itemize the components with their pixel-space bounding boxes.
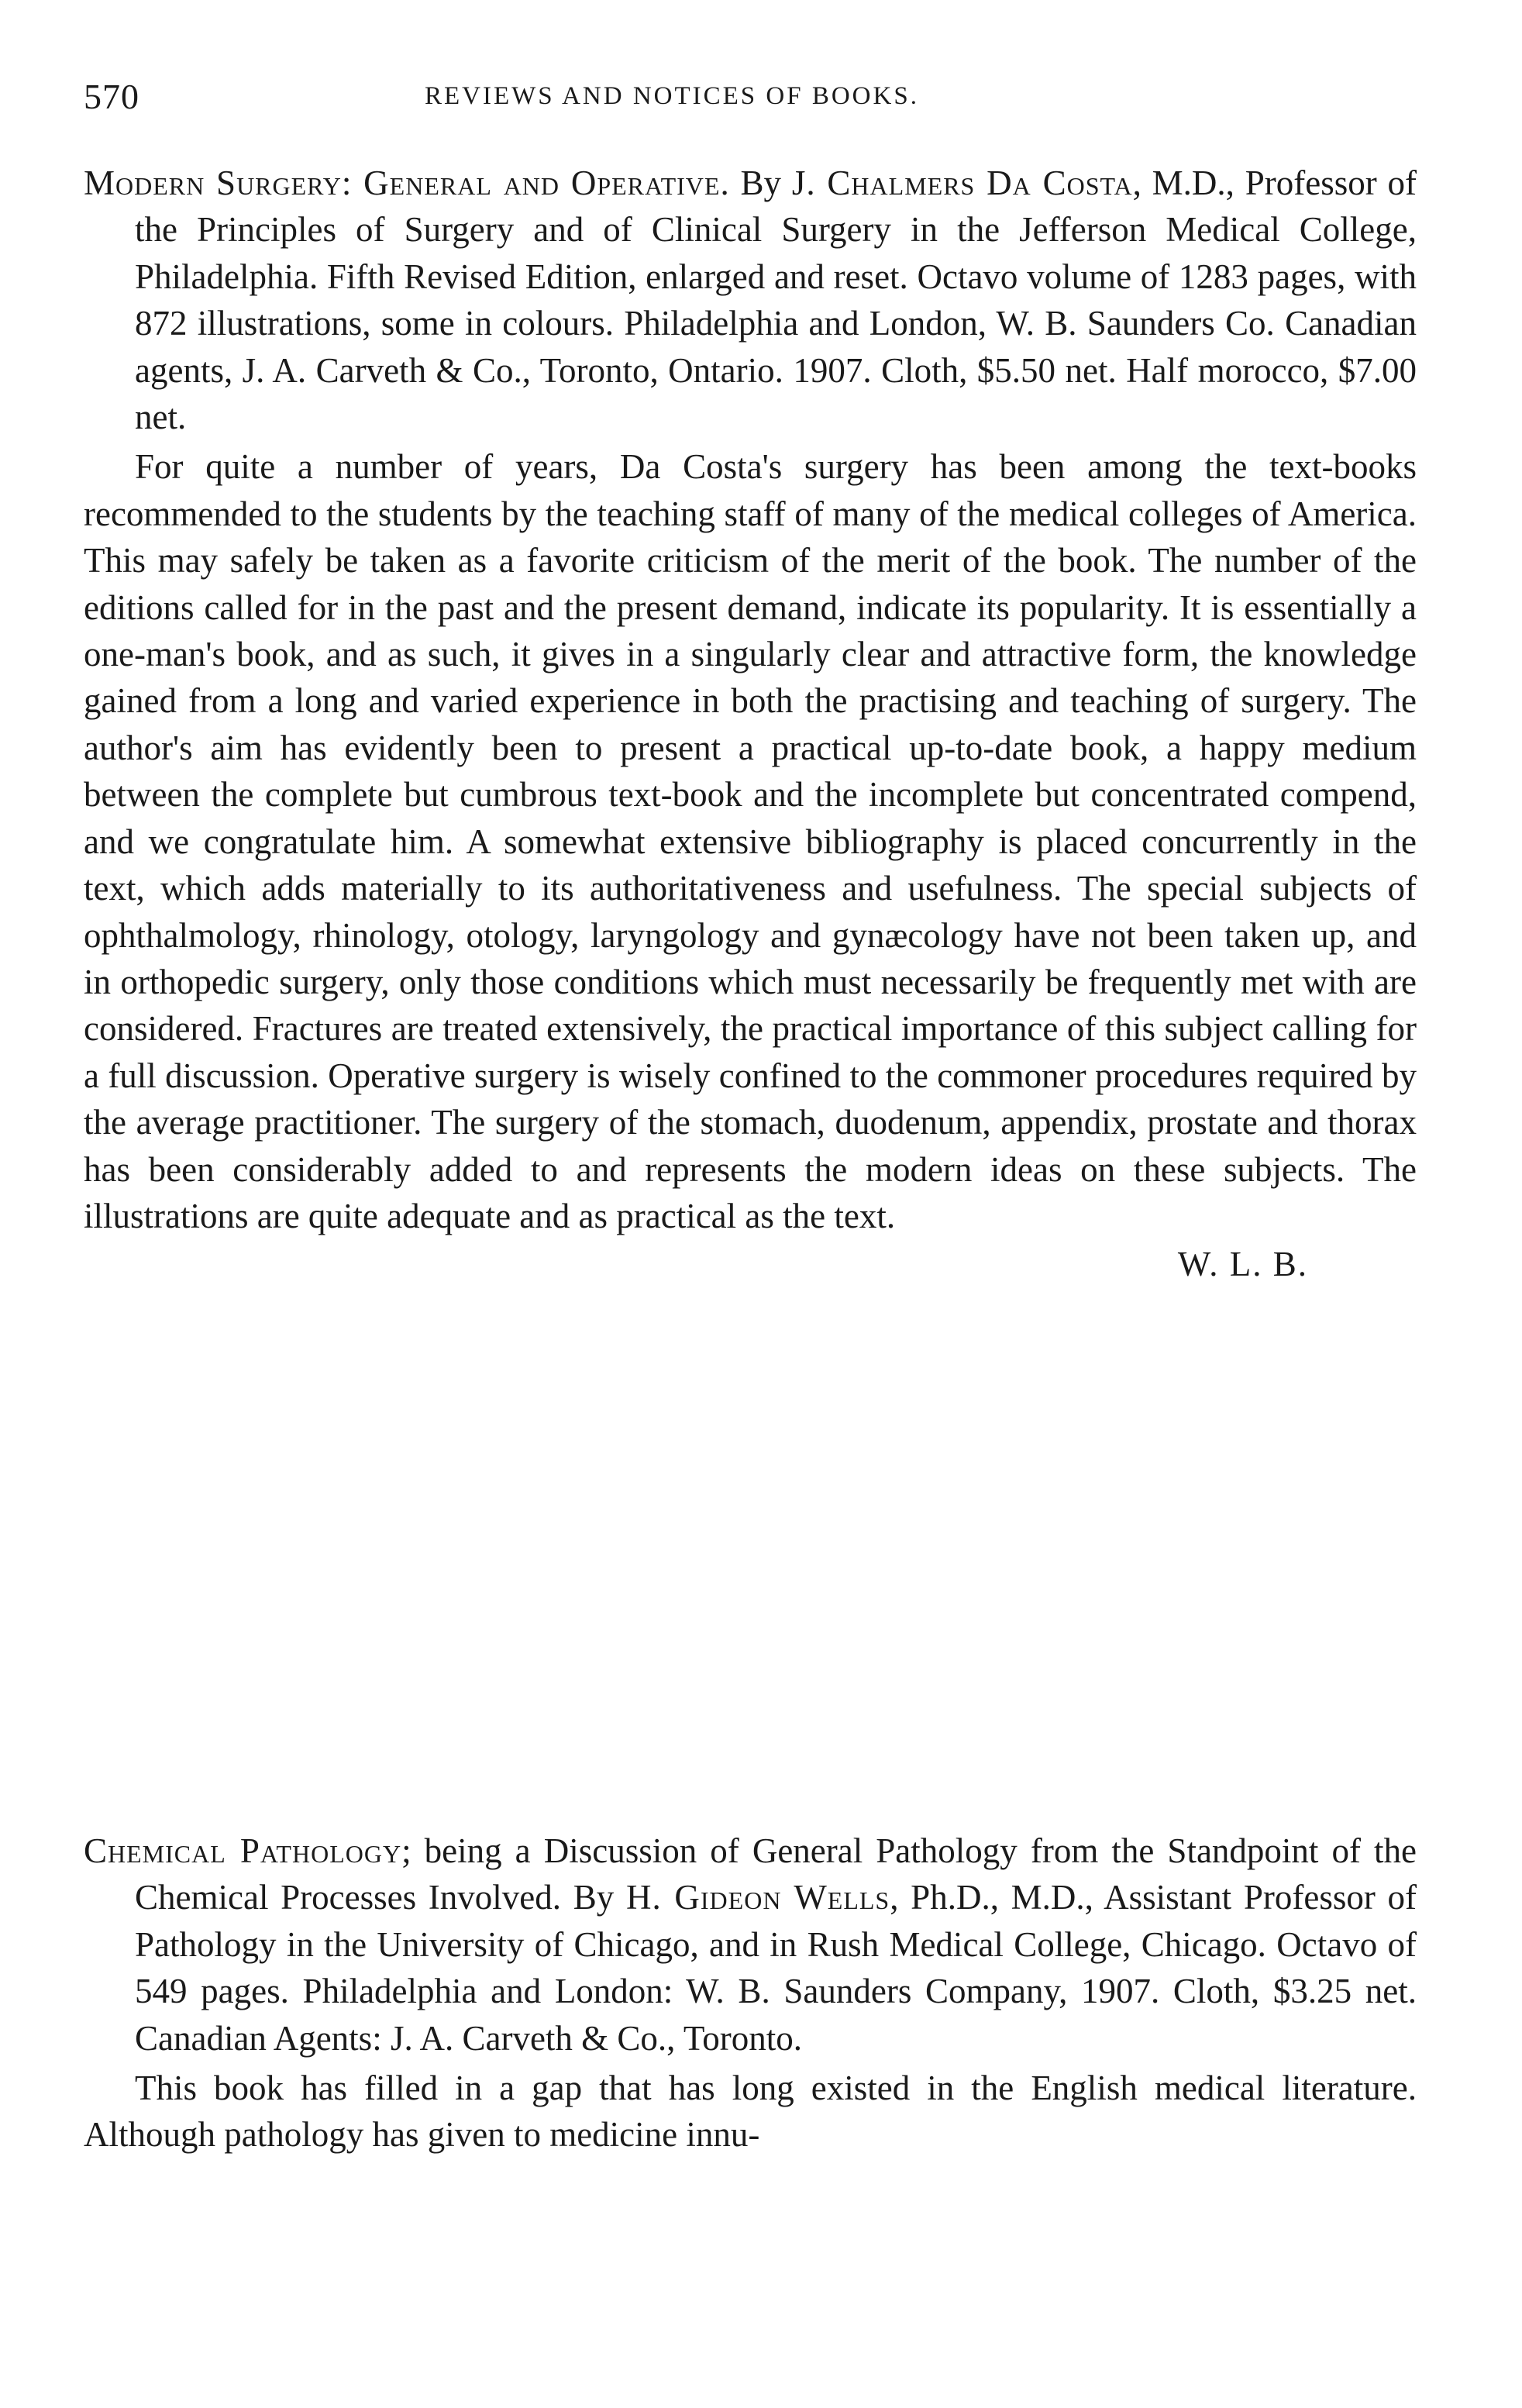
reviewer-signature: W. L. B. [1177,1245,1308,1284]
book-citation [84,1828,1417,2062]
review-modern-surgery [84,160,1417,1284]
bibliographic-details: , M.D., Professor of the Principles of Surgery and of Clinical Surgery in the Jefferson Medical College, Philadelphia. Fifth Revised Edition, enlarged and reset. Octavo volume of 1283 pages, with 872 illustrations, some in colours. Philadelphia and London, W. B. Saunders Co. Canadian agents, J. A. Carveth & Co., Toronto, Ontario. 1907. Cloth, $5.50 net. Half morocco, $7.00 net. [135,164,1417,437]
by-label: By [740,164,782,202]
running-head [84,76,1417,122]
review-chemical-pathology [84,1828,1417,2158]
author-name: H. Gideon Wells [625,1878,890,1917]
review-body: This book has filled in a gap that has long existed in the English medical literature. Although pathology has given to medicine innu- [84,2069,1417,2155]
author-name: J. Chalmers Da Costa [791,164,1133,202]
running-title: REVIEWS AND NOTICES OF BOOKS. [425,82,919,110]
bibliographic-details: , Ph.D., M.D., Assistant Professor of Pathology in the University of Chicago, and in Rush Medical College, Chicago. Octavo of 549 pages. Philadelphia and London: W. B. Saunders Company, 1907. Cloth, $3.25 net. Canadian Agents: J. A. Carveth & Co., Toronto. [135,1878,1417,2058]
by-label: By [573,1878,615,1917]
book-title: Modern Surgery: General and Operative. [84,164,730,202]
book-title: Chemical Pathology [84,1831,402,1870]
book-citation [84,160,1417,440]
review-body: For quite a number of years, Da Costa's surgery has been among the text-books recommended to the students by the teaching staff of many of the medical colleges of America. This may safely be taken as a favorite criticism of the merit of the book. The number of the editions called for in the past and the present demand, indicate its popularity. It is essentially a one-man's book, and as such, it gives in a singularly clear and attractive form, the knowledge gained from a long and varied experience in both the practising and teaching of surgery. The author's aim has evidently been to present a practical up-to-date book, a happy medium between the complete but cumbrous text-book and the incomplete but concentrated compend, and we congratulate him. A somewhat extensive bibliography is placed concurrently in the text, which adds materially to its authoritativeness and usefulness. The special subjects of ophthalmology, rhinology, otology, laryngology and gynæcology have not been taken up, and in orthopedic surgery, only those conditions which must necessarily be frequently met with are considered. Fractures are treated extensively, the practical importance of this subject calling for a full discussion. Operative surgery is wisely confined to the commoner procedures required by the average practitioner. The surgery of the stomach, duodenum, appendix, prostate and thorax has been considerably added to and represents the modern ideas on these subjects. The illustrations are quite adequate and as practical as the text. [84,447,1417,1235]
page-number: 570 [84,77,139,116]
book-subtitle: ; being a Discussion of General Pathology from the Standpoint of the Chemical Processes Involved. [135,1831,1417,1917]
